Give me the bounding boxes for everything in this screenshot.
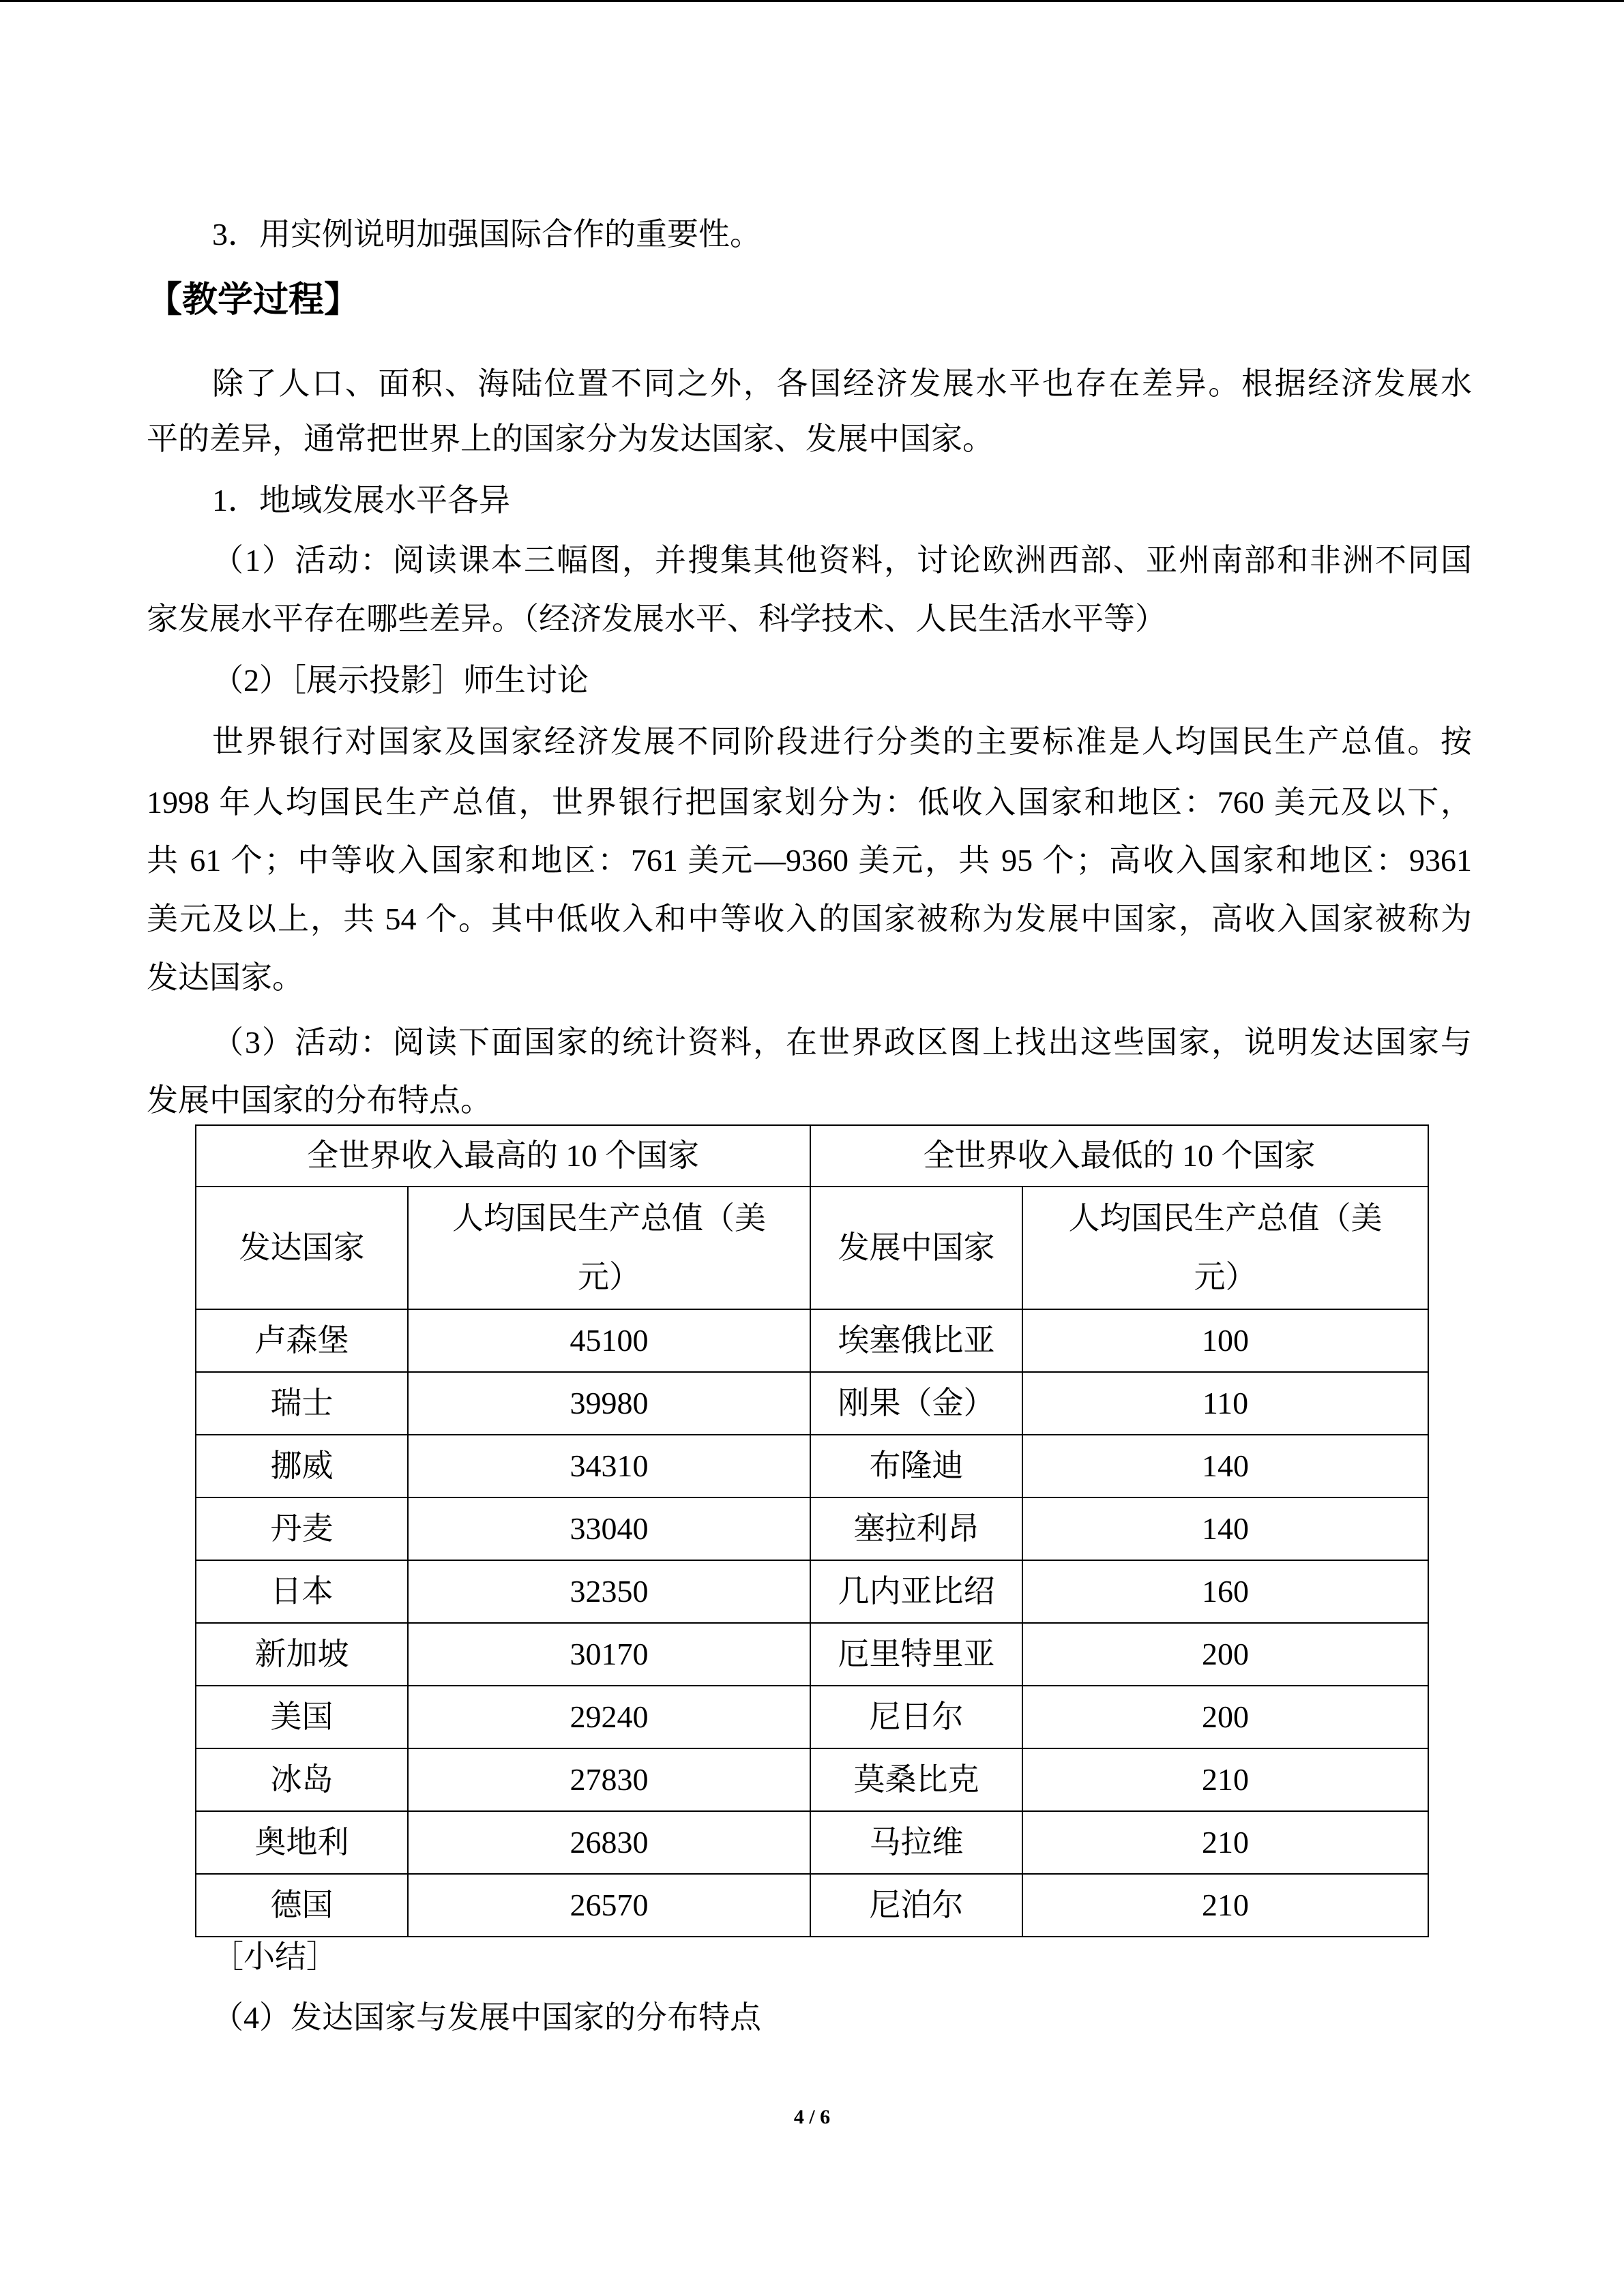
developed-gnp-cell: 34310 bbox=[408, 1435, 810, 1497]
developing-country-cell: 尼泊尔 bbox=[810, 1874, 1022, 1937]
developing-gnp-cell: 140 bbox=[1022, 1435, 1428, 1497]
page-number: 4 / 6 bbox=[793, 2106, 831, 2128]
objective-item-3: 3．用实例说明加强国际合作的重要性。 bbox=[212, 217, 761, 252]
income-statistics-table bbox=[195, 1124, 1429, 1937]
page-top-rule bbox=[0, 0, 1624, 2]
section-heading: 【教学过程】 bbox=[147, 280, 360, 320]
developing-gnp-cell: 200 bbox=[1022, 1686, 1428, 1748]
world-bank-line: 共 61 个；中等收入国家和地区：761 美元—9360 美元，共 95 个；高收入国家和地区：9361 bbox=[147, 843, 1472, 878]
section-1-title: 1．地域发展水平各异 bbox=[212, 483, 510, 518]
developed-gnp-cell: 26570 bbox=[408, 1874, 810, 1937]
table-row bbox=[196, 1623, 1428, 1686]
world-bank-line: 1998 年人均国民生产总值，世界银行把国家划分为：低收入国家和地区：760 美元及以下， bbox=[147, 785, 1472, 820]
developed-country-cell: 丹麦 bbox=[196, 1497, 408, 1560]
developed-gnp-cell: 30170 bbox=[408, 1623, 810, 1686]
table-row bbox=[196, 1497, 1428, 1560]
world-bank-line: 美元及以上，共 54 个。其中低收入和中等收入的国家被称为发展中国家，高收入国家被称为 bbox=[147, 901, 1472, 936]
developing-country-cell: 马拉维 bbox=[810, 1811, 1022, 1874]
developing-gnp-cell: 100 bbox=[1022, 1309, 1428, 1372]
group-high-income-header: 全世界收入最高的 10 个国家 bbox=[196, 1125, 810, 1187]
item-4-title: （4）发达国家与发展中国家的分布特点 bbox=[212, 2000, 761, 2035]
activity-3-line: 发展中国家的分布特点。 bbox=[147, 1083, 492, 1118]
col-header-developed-gnp-text: 人均国民生产总值（美元） bbox=[452, 1201, 766, 1294]
developing-country-cell: 布隆迪 bbox=[810, 1435, 1022, 1497]
table-row bbox=[196, 1811, 1428, 1874]
table-group-header-row bbox=[196, 1125, 1428, 1187]
developed-gnp-cell: 26830 bbox=[408, 1811, 810, 1874]
developed-gnp-cell: 45100 bbox=[408, 1309, 810, 1372]
developing-gnp-cell: 140 bbox=[1022, 1497, 1428, 1560]
developed-gnp-cell: 27830 bbox=[408, 1748, 810, 1811]
table-row bbox=[196, 1372, 1428, 1435]
world-bank-line: 世界银行对国家及国家经济发展不同阶段进行分类的主要标准是人均国民生产总值。按 bbox=[212, 724, 1472, 759]
table-row bbox=[196, 1309, 1428, 1372]
activity-1-line: 家发展水平存在哪些差异。（经济发展水平、科学技术、人民生活水平等） bbox=[147, 601, 1166, 636]
developed-country-cell: 德国 bbox=[196, 1874, 408, 1937]
discussion-title: （2）［展示投影］师生讨论 bbox=[212, 663, 589, 698]
col-header-developed-gnp bbox=[408, 1187, 810, 1309]
developing-country-cell: 塞拉利昂 bbox=[810, 1497, 1022, 1560]
developing-gnp-cell: 160 bbox=[1022, 1560, 1428, 1623]
developed-country-cell: 日本 bbox=[196, 1560, 408, 1623]
developing-gnp-cell: 210 bbox=[1022, 1874, 1428, 1937]
intro-line: 除了人口、面积、海陆位置不同之外，各国经济发展水平也存在差异。根据经济发展水 bbox=[212, 366, 1472, 401]
activity-1-line: （1）活动：阅读课本三幅图，并搜集其他资料，讨论欧洲西部、亚州南部和非洲不同国 bbox=[212, 543, 1472, 578]
table-row bbox=[196, 1748, 1428, 1811]
developing-gnp-cell: 200 bbox=[1022, 1623, 1428, 1686]
developing-gnp-cell: 210 bbox=[1022, 1811, 1428, 1874]
developed-country-cell: 新加坡 bbox=[196, 1623, 408, 1686]
developed-gnp-cell: 29240 bbox=[408, 1686, 810, 1748]
group-low-income-header: 全世界收入最低的 10 个国家 bbox=[810, 1125, 1428, 1187]
developed-country-cell: 冰岛 bbox=[196, 1748, 408, 1811]
table-row bbox=[196, 1686, 1428, 1748]
developed-gnp-cell: 32350 bbox=[408, 1560, 810, 1623]
col-header-developing-gnp-text: 人均国民生产总值（美元） bbox=[1068, 1201, 1383, 1294]
world-bank-line: 发达国家。 bbox=[147, 960, 304, 995]
developed-country-cell: 奥地利 bbox=[196, 1811, 408, 1874]
col-header-developed-country: 发达国家 bbox=[196, 1187, 408, 1309]
developed-gnp-cell: 33040 bbox=[408, 1497, 810, 1560]
developed-country-cell: 美国 bbox=[196, 1686, 408, 1748]
activity-3-line: （3）活动：阅读下面国家的统计资料，在世界政区图上找出这些国家，说明发达国家与 bbox=[212, 1025, 1472, 1060]
table-column-header-row bbox=[196, 1187, 1428, 1309]
developing-country-cell: 刚果（金） bbox=[810, 1372, 1022, 1435]
col-header-developing-gnp bbox=[1022, 1187, 1428, 1309]
developing-country-cell: 尼日尔 bbox=[810, 1686, 1022, 1748]
developing-country-cell: 埃塞俄比亚 bbox=[810, 1309, 1022, 1372]
developing-country-cell: 莫桑比克 bbox=[810, 1748, 1022, 1811]
developed-country-cell: 卢森堡 bbox=[196, 1309, 408, 1372]
developing-country-cell: 几内亚比绍 bbox=[810, 1560, 1022, 1623]
intro-line: 平的差异，通常把世界上的国家分为发达国家、发展中国家。 bbox=[147, 421, 994, 456]
developed-gnp-cell: 39980 bbox=[408, 1372, 810, 1435]
developed-country-cell: 挪威 bbox=[196, 1435, 408, 1497]
developing-gnp-cell: 210 bbox=[1022, 1748, 1428, 1811]
developing-gnp-cell: 110 bbox=[1022, 1372, 1428, 1435]
table-row bbox=[196, 1435, 1428, 1497]
developed-country-cell: 瑞士 bbox=[196, 1372, 408, 1435]
developing-country-cell: 厄里特里亚 bbox=[810, 1623, 1022, 1686]
summary-label: ［小结］ bbox=[212, 1939, 338, 1974]
table-row bbox=[196, 1874, 1428, 1937]
table-row bbox=[196, 1560, 1428, 1623]
col-header-developing-country: 发展中国家 bbox=[810, 1187, 1022, 1309]
